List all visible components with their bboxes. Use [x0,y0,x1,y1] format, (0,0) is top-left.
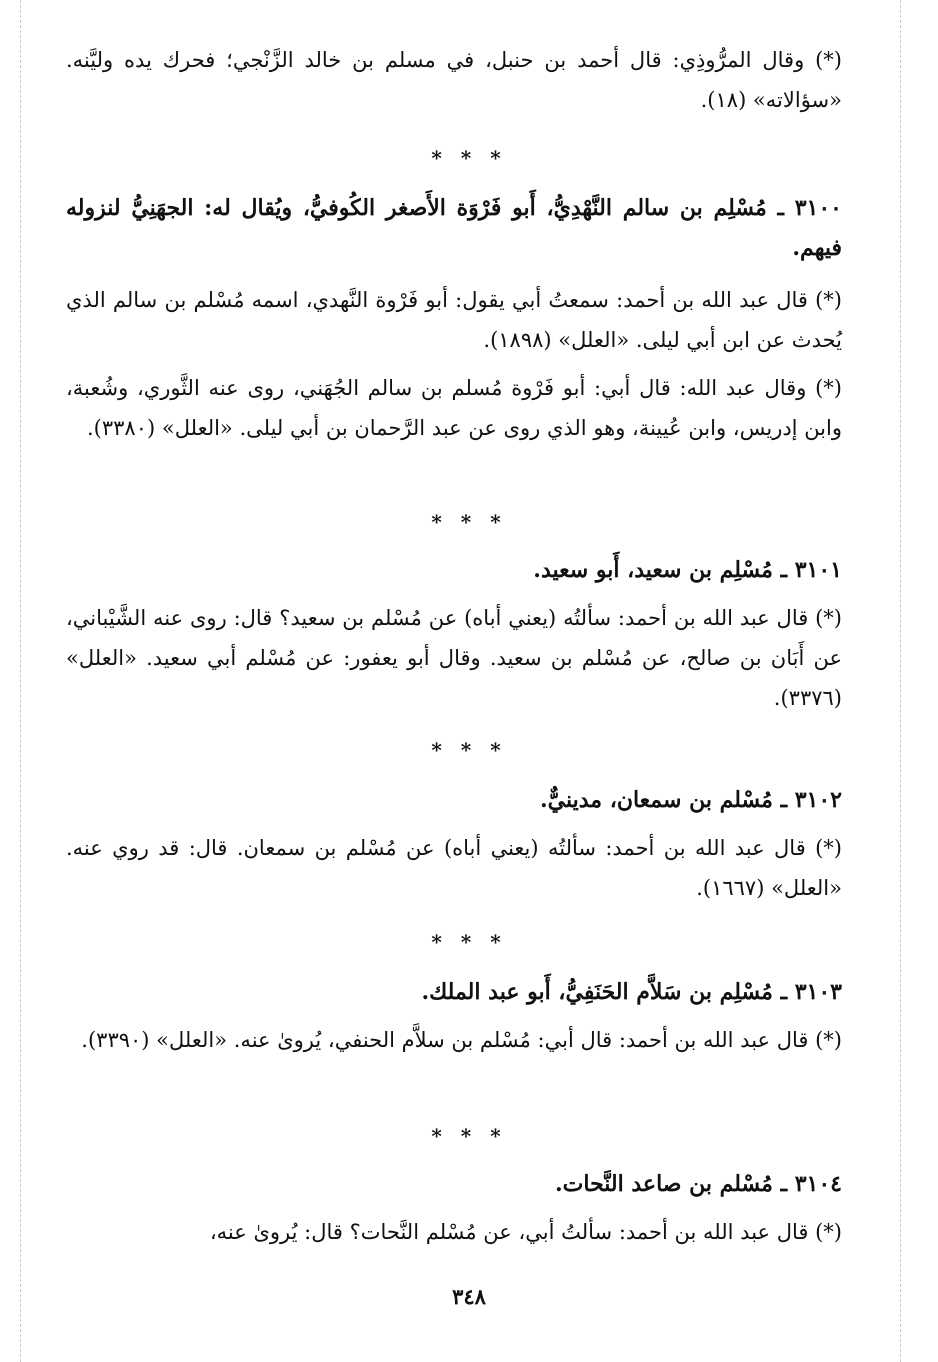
entry-title: ٣١٠٢ ـ مُسْلم بن سمعان، مدينيٌّ. [539,787,842,813]
entry-3101 [66,550,842,590]
intro-paragraph: (*) وقال المرُّوذِي: قال أحمد بن حنبل، في مسلم بن خالد الزَّنْجي؛ فحرك يده وليَّنه. «سؤالاته» (١٨). [66,48,842,112]
entry-3102-para-1 [66,828,842,908]
entry-title: ٣١٠٤ ـ مُسْلم بن صاعد النَّحات. [555,1171,842,1197]
section-separator: * * * [431,930,507,954]
entry-paragraph: (*) قال عبد الله بن أحمد: سألتُه (يعني أباه) عن مُسْلم بن سمعان. قال: قد روي عنه. «العلل» (١٦٦٧). [66,836,842,900]
entry-title: ٣١٠٣ ـ مُسْلِم بن سَلاَّم الحَنَفِيُّ، أَبو عبد الملك. [421,979,842,1005]
section-separator: * * * [431,1124,507,1148]
entry-3103-para-1 [66,1020,842,1060]
scan-guide-line [900,0,901,1362]
intro-block [66,40,842,120]
entry-3101-para-1 [66,598,842,718]
section-separator: * * * [431,510,507,534]
page-number: ٣٤٨ [452,1284,486,1309]
entry-3100 [66,188,842,268]
entry-3100-para-1 [66,280,842,360]
entry-title: ٣١٠٠ ـ مُسْلِم بن سالم النَّهْدِيُّ، أَبو فَرْوَة الأَصغر الكُوفيُّ، ويُقال له: الجهَنِيُّ لنزوله فيهم. [66,195,842,261]
entry-paragraph: (*) قال عبد الله بن أحمد: قال أبي: مُسْلم بن سلاَّم الحنفي، يُروىٰ عنه. «العلل» (٣٣٩٠). [81,1028,842,1052]
entry-3103 [66,972,842,1012]
section-separator: * * * [431,738,507,762]
scan-guide-line [20,0,21,1362]
entry-3104 [66,1164,842,1204]
section-separator: * * * [431,146,507,170]
entry-3104-para-1 [66,1212,842,1252]
entry-title: ٣١٠١ ـ مُسْلِم بن سعيد، أَبو سعيد. [533,557,842,583]
entry-paragraph: (*) قال عبد الله بن أحمد: سألتُه (يعني أباه) عن مُسْلم بن سعيد؟ قال: روى عنه الشَّيْباني، عن أَبَان بن صالح، عن مُسْلم بن سعيد. وقال أبو يعفور: عن مُسْلم أبي سعيد. «العلل» (٣٣٧٦). [66,606,842,710]
entry-3100-para-2 [66,368,842,448]
entry-paragraph: (*) قال عبد الله بن أحمد: سمعتُ أبي يقول: أبو فَرْوة النَّهدي، اسمه مُسْلم بن سالم الذي يُحدث عن ابن أبي ليلى. «العلل» (١٨٩٨). [66,288,842,352]
entry-3102 [66,780,842,820]
entry-paragraph: (*) وقال عبد الله: قال أبي: أبو فَرْوة مُسلم بن سالم الجُهَني، روى عنه الثَّوري، وشُعبة، وابن إدريس، وابن عُيينة، وهو الذي روى عن عبد الرَّحمان بن أبي ليلى. «العلل» (٣٣٨٠). [66,376,842,440]
entry-paragraph: (*) قال عبد الله بن أحمد: سألتُ أبي، عن مُسْلم النَّحات؟ قال: يُروىٰ عنه، [209,1220,842,1244]
